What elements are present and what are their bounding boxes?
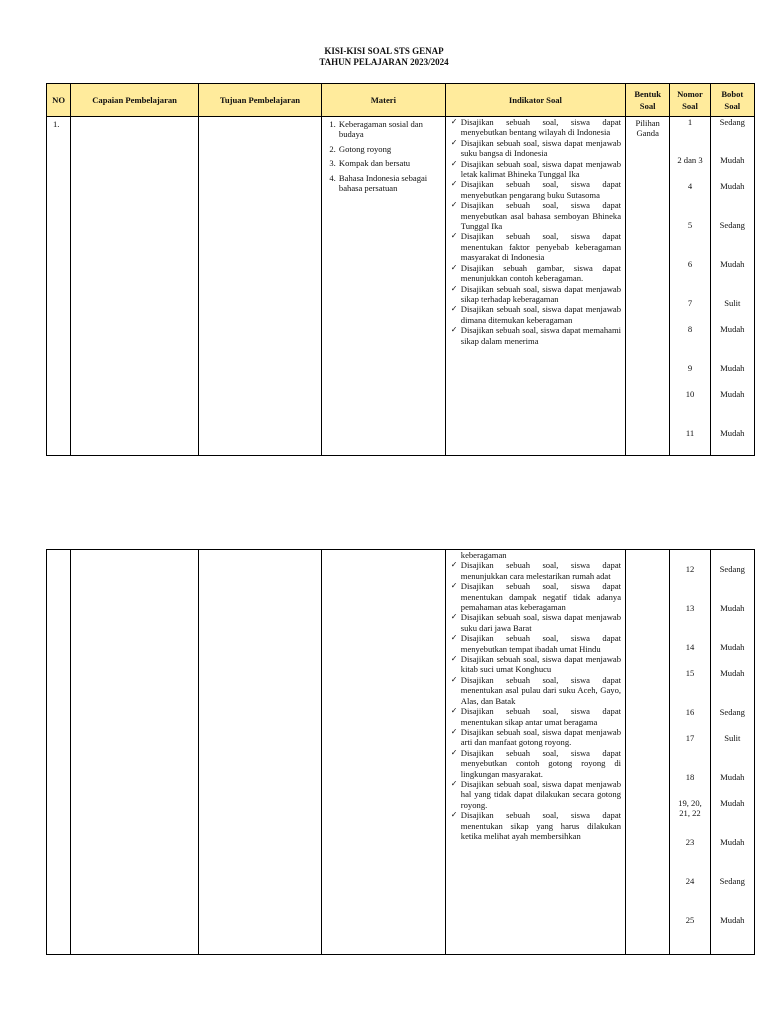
nomor-soal-value: 4 (687, 181, 693, 191)
bobot-soal-value: Mudah (720, 772, 745, 782)
bobot-soal-value: Mudah (720, 155, 745, 165)
indikator-item: ✓ Disajikan sebuah soal, siswa dapat menyebutkan asal bahasa semboyan Bhineka Tunggal Ika (446, 200, 625, 231)
indikator-item: ✓ Disajikan sebuah soal, siswa dapat menjawab letak kalimat Bhineka Tunggal Ika (446, 159, 625, 180)
row-number: 1. (47, 117, 71, 456)
indikator-item: ✓ Disajikan sebuah soal, siswa dapat menyebutkan contoh gotong royong di lingkungan masyarakat. (446, 748, 625, 779)
indikator-item: ✓ Disajikan sebuah soal, siswa dapat menjawab arti dan manfaat gotong royong. (446, 727, 625, 748)
header-bentuk-soal (626, 84, 670, 117)
nomor-soal-value: 1 (687, 117, 693, 127)
nomor-soal-value: 24 (685, 876, 695, 886)
indikator-item: ✓ Disajikan sebuah soal, siswa dapat menyebutkan bentang wilayah di Indonesia (446, 117, 625, 138)
nomor-soal-value: 16 (685, 707, 695, 717)
indikator-item: ✓ Disajikan sebuah soal, siswa dapat menjawab suku bangsa di Indonesia (446, 138, 625, 159)
indikator-cell (445, 117, 625, 456)
indikator-item: ✓ Disajikan sebuah soal, siswa dapat menentukan faktor penyebab keberagaman masyarakat di Indonesia (446, 231, 625, 262)
indikator-item: ✓ Disajikan sebuah soal, siswa dapat menyebutkan tempat ibadah umat Hindu (446, 633, 625, 654)
header-bobot-line-1: Bobot (721, 89, 744, 99)
nomor-soal-value: 19, 20, 21, 22 (678, 798, 702, 819)
bobot-soal-value: Sedang (719, 117, 745, 127)
bobot-soal-value: Mudah (720, 389, 745, 399)
nomor-soal-value: 2 dan 3 (677, 155, 703, 165)
nomor-soal-value: 12 (685, 564, 695, 574)
indikator-cell (445, 550, 625, 955)
bobot-soal-value: Mudah (720, 181, 745, 191)
header-nomor-line-1: Nomor (677, 89, 703, 99)
indikator-item: ✓ Disajikan sebuah soal, siswa dapat menjawab suku dari jawa Barat (446, 612, 625, 633)
indikator-item: ✓ Disajikan sebuah gambar, siswa dapat menunjukkan contoh keberagaman. (446, 263, 625, 284)
header-capaian-pembelajaran: Capaian Pembelajaran (71, 84, 199, 117)
materi-item: 2. Gotong royong (338, 144, 441, 154)
bobot-soal-value: Sedang (719, 564, 745, 574)
nomor-soal-value: 15 (685, 668, 695, 678)
title-line-2: TAHUN PELAJARAN 2023/2024 (319, 57, 449, 67)
bobot-soal-value: Mudah (720, 668, 745, 678)
title-line-1: KISI-KISI SOAL STS GENAP (324, 46, 444, 56)
indikator-item: ✓ Disajikan sebuah soal, siswa dapat menjawab kitab suci umat Konghucu (446, 654, 625, 675)
header-nomor-soal (670, 84, 710, 117)
bobot-soal-value: Mudah (720, 363, 745, 373)
indikator-item: ✓ Disajikan sebuah soal, siswa dapat menyebutkan pengarang buku Sutasoma (446, 179, 625, 200)
nomor-soal-value: 6 (687, 259, 693, 269)
tujuan-cell (199, 117, 322, 456)
indikator-item: ✓ Disajikan sebuah soal, siswa dapat menentukan sikap yang harus dilakukan ketika melihat ayah membersihkan (446, 810, 625, 841)
table-row (47, 550, 755, 955)
nomor-soal-value: 23 (685, 837, 695, 847)
materi-cell (321, 117, 445, 456)
nomor-soal-value: 10 (685, 389, 695, 399)
bobot-soal-value: Mudah (720, 428, 745, 438)
indikator-item: ✓ Disajikan sebuah soal, siswa dapat menjawab hal yang tidak dapat dilakukan secara gotong royong. (446, 779, 625, 810)
bobot-soal-value: Sedang (719, 707, 745, 717)
nomor-soal-value: 7 (687, 298, 693, 308)
header-bobot-soal (710, 84, 754, 117)
bentuk-soal-cell (626, 550, 670, 955)
materi-list (322, 119, 445, 193)
bobot-soal-value: Mudah (720, 259, 745, 269)
nomor-soal-cell (670, 550, 710, 955)
materi-item: 1. Keberagaman sosial dan budaya (338, 119, 441, 140)
nomor-soal-value: 8 (687, 324, 693, 334)
nomor-soal-value: 25 (685, 915, 695, 925)
nomor-soal-value: 18 (685, 772, 695, 782)
indikator-item: ✓ Disajikan sebuah soal, siswa dapat menjawab sikap terhadap keberagaman (446, 284, 625, 305)
materi-cell (321, 550, 445, 955)
nomor-soal-value: 5 (687, 220, 693, 230)
materi-item: 3. Kompak dan bersatu (338, 158, 441, 168)
bobot-soal-value: Mudah (720, 837, 745, 847)
header-no: NO (47, 84, 71, 117)
header-tujuan-pembelajaran: Tujuan Pembelajaran (199, 84, 322, 117)
indikator-item: ✓ Disajikan sebuah soal, siswa dapat menentukan sikap antar umat beragama (446, 706, 625, 727)
bobot-soal-value: Sedang (719, 876, 745, 886)
indikator-item: ✓ Disajikan sebuah soal, siswa dapat memahami sikap dalam menerima (446, 325, 625, 346)
bobot-soal-value: Mudah (720, 603, 745, 613)
row-number-cell (47, 550, 71, 955)
header-bentuk-line-1: Bentuk (634, 89, 662, 99)
kisi-kisi-table-page-2 (46, 549, 755, 955)
table-row (47, 117, 755, 456)
nomor-soal-cell (670, 117, 710, 456)
header-nomor-line-2: Soal (682, 101, 698, 111)
header-indikator-soal: Indikator Soal (445, 84, 625, 117)
bobot-soal-cell (710, 117, 754, 456)
nomor-soal-value: 9 (687, 363, 693, 373)
kisi-kisi-table-page-1 (46, 83, 755, 456)
nomor-soal-value: 17 (685, 733, 695, 743)
indikator-item: ✓ Disajikan sebuah soal, siswa dapat menunjukkan cara melestarikan rumah adat (446, 560, 625, 581)
bobot-soal-value: Mudah (720, 798, 745, 808)
header-bobot-line-2: Soal (724, 101, 741, 111)
bobot-soal-cell (710, 550, 754, 955)
capaian-cell (71, 550, 199, 955)
bentuk-soal-cell: Pilihan Ganda (626, 117, 670, 456)
nomor-soal-value: 14 (685, 642, 695, 652)
bobot-soal-value: Sulit (724, 733, 741, 743)
indikator-continuation: keberagaman (460, 550, 507, 560)
tujuan-cell (199, 550, 322, 955)
header-bentuk-line-2: Soal (639, 101, 656, 111)
indikator-item: ✓ Disajikan sebuah soal, siswa dapat menentukan asal pulau dari suku Aceh, Gayo, Alas, dan Batak (446, 675, 625, 706)
bobot-soal-value: Mudah (720, 642, 745, 652)
document-title (0, 46, 768, 68)
indikator-item: ✓ Disajikan sebuah soal, siswa dapat menentukan dampak negatif tidak adanya pemahaman atas keberagaman (446, 581, 625, 612)
bobot-soal-value: Mudah (720, 915, 745, 925)
bobot-soal-value: Sulit (724, 298, 741, 308)
nomor-soal-value: 13 (685, 603, 695, 613)
table-header-row (47, 84, 755, 117)
bobot-soal-value: Sedang (719, 220, 745, 230)
bobot-soal-value: Mudah (720, 324, 745, 334)
header-materi: Materi (321, 84, 445, 117)
indikator-item: ✓ Disajikan sebuah soal, siswa dapat menjawab dimana ditemukan keberagaman (446, 304, 625, 325)
capaian-cell (71, 117, 199, 456)
nomor-soal-value: 11 (685, 428, 695, 438)
materi-item: 4. Bahasa Indonesia sebagai bahasa persatuan (338, 173, 441, 194)
